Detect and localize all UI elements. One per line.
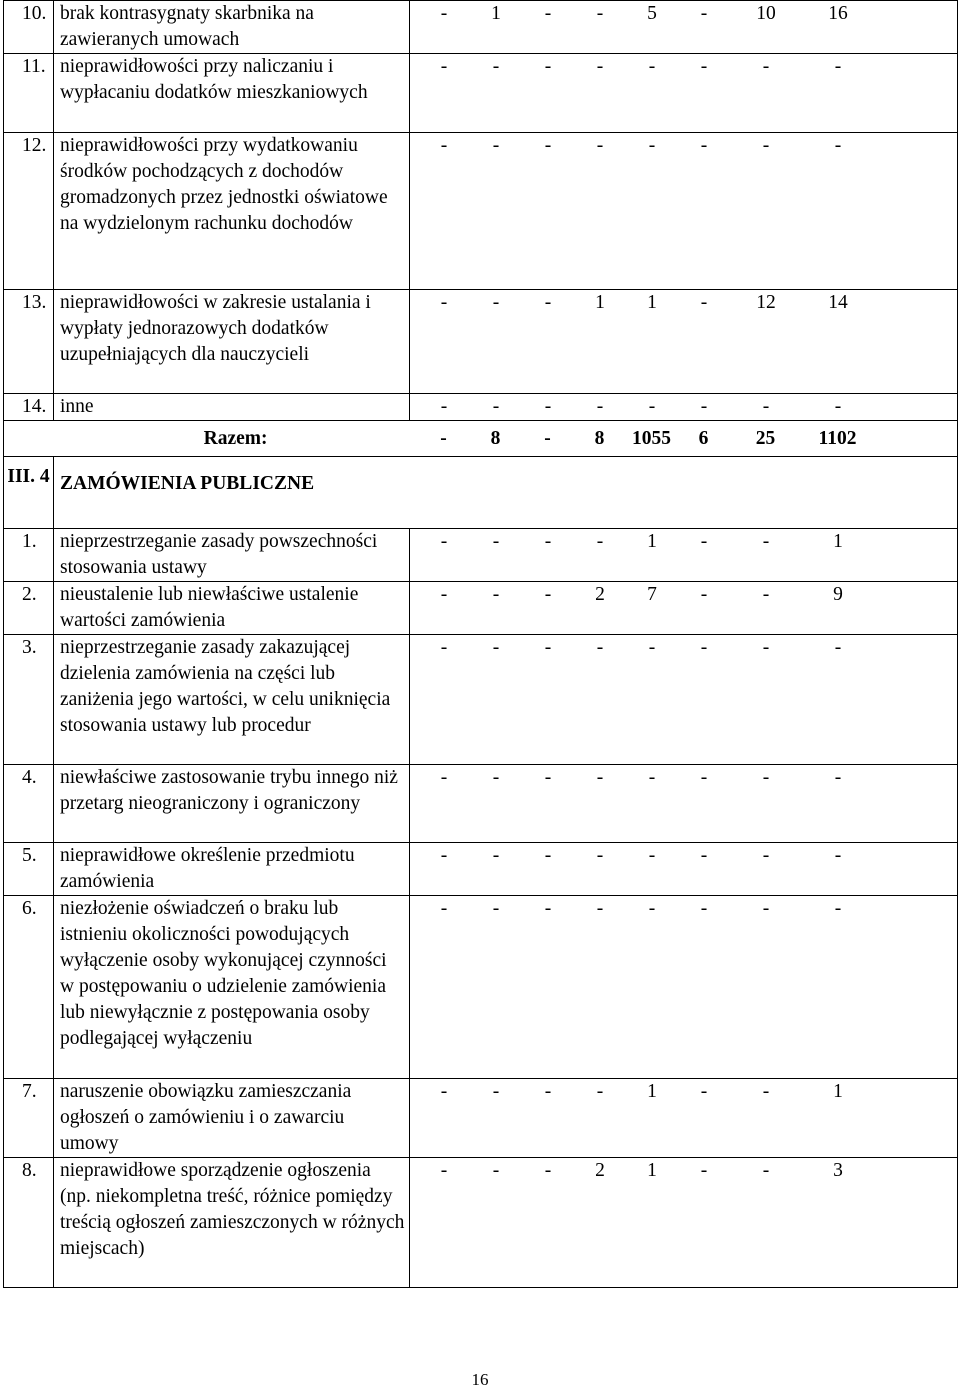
value-cell: - <box>544 1081 552 1102</box>
value-cell: 7 <box>647 584 657 605</box>
row-description: nieustalenie lub niewłaściwe ustalenie wartości zamówienia <box>54 582 410 635</box>
row-description: brak kontrasygnaty skarbnika na zawieranych umowach <box>54 1 410 54</box>
value-cell: - <box>596 767 604 788</box>
value-cell: 1 <box>833 531 843 552</box>
findings-table <box>3 0 958 1288</box>
row-values <box>410 843 958 896</box>
value-cell: 1 <box>647 1081 657 1102</box>
value-cell: - <box>700 584 708 605</box>
value-cell: - <box>700 56 708 77</box>
value-cell: - <box>492 767 500 788</box>
table-row <box>4 290 958 394</box>
value-cell: - <box>440 584 448 605</box>
table-row <box>4 843 958 896</box>
section-header-row <box>4 457 958 529</box>
row-number: 13. <box>4 290 54 394</box>
table-row <box>4 1079 958 1158</box>
row-number: 4. <box>4 765 54 843</box>
value-cell: 1 <box>491 3 501 24</box>
value-cell: - <box>700 135 708 156</box>
value-cell: - <box>440 56 448 77</box>
value-cell: - <box>492 396 500 417</box>
table-row <box>4 1158 958 1288</box>
value-cell: - <box>648 637 656 658</box>
value-cell: - <box>762 637 770 658</box>
value-cell: - <box>544 531 552 552</box>
value-cell: - <box>700 531 708 552</box>
value-cell: - <box>544 396 552 417</box>
row-values <box>410 1079 958 1158</box>
value-cell: - <box>492 637 500 658</box>
value-cell: - <box>834 396 842 417</box>
value-cell: - <box>834 845 842 866</box>
value-cell: - <box>544 135 552 156</box>
table-row <box>4 394 958 421</box>
row-values <box>410 765 958 843</box>
value-cell: - <box>648 767 656 788</box>
value-cell: - <box>834 135 842 156</box>
value-cell: - <box>596 1081 604 1102</box>
value-cell: - <box>440 767 448 788</box>
value-cell: 1 <box>647 1160 657 1181</box>
row-description: nieprzestrzeganie zasady zakazującej dzielenia zamówienia na części lub zaniżenia jego wartości, w celu uniknięcia stosowania ustawy lub procedur <box>54 635 410 765</box>
value-cell: - <box>648 396 656 417</box>
razem-value-cell: 25 <box>755 427 776 449</box>
razem-value-cell: 6 <box>698 427 709 449</box>
razem-value-cell: - <box>544 427 551 449</box>
row-values <box>410 133 958 290</box>
value-cell: - <box>596 135 604 156</box>
value-cell: - <box>648 56 656 77</box>
razem-row <box>4 421 958 457</box>
value-cell: - <box>700 396 708 417</box>
value-cell: - <box>700 1160 708 1181</box>
value-cell: 1 <box>647 531 657 552</box>
value-cell: - <box>762 56 770 77</box>
value-cell: - <box>440 531 448 552</box>
table-row <box>4 133 958 290</box>
value-cell: - <box>648 135 656 156</box>
value-cell: - <box>440 1160 448 1181</box>
value-cell: - <box>700 1081 708 1102</box>
value-cell: - <box>762 898 770 919</box>
razem-values <box>410 421 958 457</box>
row-number: 8. <box>4 1158 54 1288</box>
value-cell: - <box>834 637 842 658</box>
value-cell: 9 <box>833 584 843 605</box>
value-cell: 1 <box>833 1081 843 1102</box>
section-title: ZAMÓWIENIA PUBLICZNE <box>54 457 958 529</box>
row-values <box>410 635 958 765</box>
row-number: 6. <box>4 896 54 1079</box>
value-cell: - <box>762 1081 770 1102</box>
row-number: 5. <box>4 843 54 896</box>
row-description: niewłaściwe zastosowanie trybu innego niż przetarg nieograniczony i ograniczony <box>54 765 410 843</box>
section-number: III. 4 <box>4 457 54 529</box>
row-number: 12. <box>4 133 54 290</box>
value-cell: - <box>492 845 500 866</box>
row-values <box>410 290 958 394</box>
row-number: 14. <box>4 394 54 421</box>
value-cell: - <box>648 845 656 866</box>
value-cell: - <box>700 3 708 24</box>
row-number: 7. <box>4 1079 54 1158</box>
value-cell: - <box>596 56 604 77</box>
value-cell: - <box>492 531 500 552</box>
value-cell: - <box>440 135 448 156</box>
value-cell: 5 <box>647 3 657 24</box>
value-cell: 2 <box>595 584 605 605</box>
value-cell: - <box>544 637 552 658</box>
value-cell: - <box>492 1081 500 1102</box>
row-number: 1. <box>4 529 54 582</box>
value-cell: - <box>440 1081 448 1102</box>
value-cell: 1 <box>647 292 657 313</box>
value-cell: 10 <box>756 3 776 24</box>
value-cell: - <box>834 56 842 77</box>
value-cell: - <box>492 584 500 605</box>
value-cell: - <box>834 767 842 788</box>
value-cell: - <box>762 396 770 417</box>
value-cell: 3 <box>833 1160 843 1181</box>
row-description: nieprawidłowe sporządzenie ogłoszenia (np. niekompletna treść, różnice pomiędzy treścią ogłoszeń zamieszczonych w różnych miejscach) <box>54 1158 410 1288</box>
value-cell: - <box>762 584 770 605</box>
row-values <box>410 1158 958 1288</box>
razem-value-cell: 1102 <box>818 427 857 449</box>
value-cell: - <box>440 396 448 417</box>
value-cell: 12 <box>756 292 776 313</box>
value-cell: - <box>440 637 448 658</box>
row-number: 10. <box>4 1 54 54</box>
value-cell: - <box>762 767 770 788</box>
value-cell: - <box>596 845 604 866</box>
value-cell: - <box>440 3 448 24</box>
value-cell: - <box>762 1160 770 1181</box>
table-row <box>4 582 958 635</box>
table-row <box>4 1 958 54</box>
value-cell: - <box>544 3 552 24</box>
value-cell: 16 <box>828 3 848 24</box>
value-cell: 14 <box>828 292 848 313</box>
razem-label: Razem: <box>4 421 410 457</box>
value-cell: - <box>492 56 500 77</box>
value-cell: - <box>762 845 770 866</box>
value-cell: - <box>544 845 552 866</box>
razem-value-cell: - <box>440 427 447 449</box>
row-values <box>410 582 958 635</box>
value-cell: - <box>596 898 604 919</box>
row-number: 2. <box>4 582 54 635</box>
value-cell: - <box>596 396 604 417</box>
row-description: nieprawidłowości przy naliczaniu i wypłacaniu dodatków mieszkaniowych <box>54 54 410 133</box>
row-description: niezłożenie oświadczeń o braku lub istnieniu okoliczności powodujących wyłączenie osoby wykonującej czynności w postępowaniu o udzielenie zamówienia lub niewyłącznie z postępowania osoby podlegającej wyłączeniu <box>54 896 410 1079</box>
value-cell: - <box>700 292 708 313</box>
value-cell: - <box>762 135 770 156</box>
row-description: nieprzestrzeganie zasady powszechności stosowania ustawy <box>54 529 410 582</box>
value-cell: - <box>544 898 552 919</box>
value-cell: - <box>700 898 708 919</box>
table-row <box>4 54 958 133</box>
row-description: naruszenie obowiązku zamieszczania ogłoszeń o zamówieniu i o zawarciu umowy <box>54 1079 410 1158</box>
table-row <box>4 765 958 843</box>
value-cell: 2 <box>595 1160 605 1181</box>
value-cell: 1 <box>595 292 605 313</box>
table-row <box>4 529 958 582</box>
value-cell: - <box>596 531 604 552</box>
page-number: 16 <box>471 1370 489 1389</box>
value-cell: - <box>440 898 448 919</box>
row-values <box>410 54 958 133</box>
table-row <box>4 635 958 765</box>
value-cell: - <box>648 898 656 919</box>
row-values <box>410 1 958 54</box>
value-cell: - <box>700 767 708 788</box>
value-cell: - <box>544 584 552 605</box>
value-cell: - <box>492 135 500 156</box>
razem-value-cell: 8 <box>594 427 605 449</box>
value-cell: - <box>544 56 552 77</box>
value-cell: - <box>544 767 552 788</box>
value-cell: - <box>492 1160 500 1181</box>
value-cell: - <box>834 898 842 919</box>
row-number: 3. <box>4 635 54 765</box>
razem-value-cell: 1055 <box>632 427 671 449</box>
table-row <box>4 896 958 1079</box>
value-cell: - <box>700 637 708 658</box>
value-cell: - <box>762 531 770 552</box>
value-cell: - <box>492 898 500 919</box>
row-description: nieprawidłowe określenie przedmiotu zamówienia <box>54 843 410 896</box>
row-description: nieprawidłowości przy wydatkowaniu środków pochodzących z dochodów gromadzonych przez jednostki oświatowe na wydzielonym rachunku dochodów <box>54 133 410 290</box>
row-description: nieprawidłowości w zakresie ustalania i wypłaty jednorazowych dodatków uzupełniających dla nauczycieli <box>54 290 410 394</box>
value-cell: - <box>544 1160 552 1181</box>
value-cell: - <box>700 845 708 866</box>
razem-value-cell: 8 <box>490 427 501 449</box>
value-cell: - <box>492 292 500 313</box>
value-cell: - <box>596 637 604 658</box>
row-values <box>410 394 958 421</box>
value-cell: - <box>440 845 448 866</box>
row-description: inne <box>54 394 410 421</box>
value-cell: - <box>596 3 604 24</box>
row-values <box>410 529 958 582</box>
row-values <box>410 896 958 1079</box>
value-cell: - <box>544 292 552 313</box>
row-number: 11. <box>4 54 54 133</box>
value-cell: - <box>440 292 448 313</box>
